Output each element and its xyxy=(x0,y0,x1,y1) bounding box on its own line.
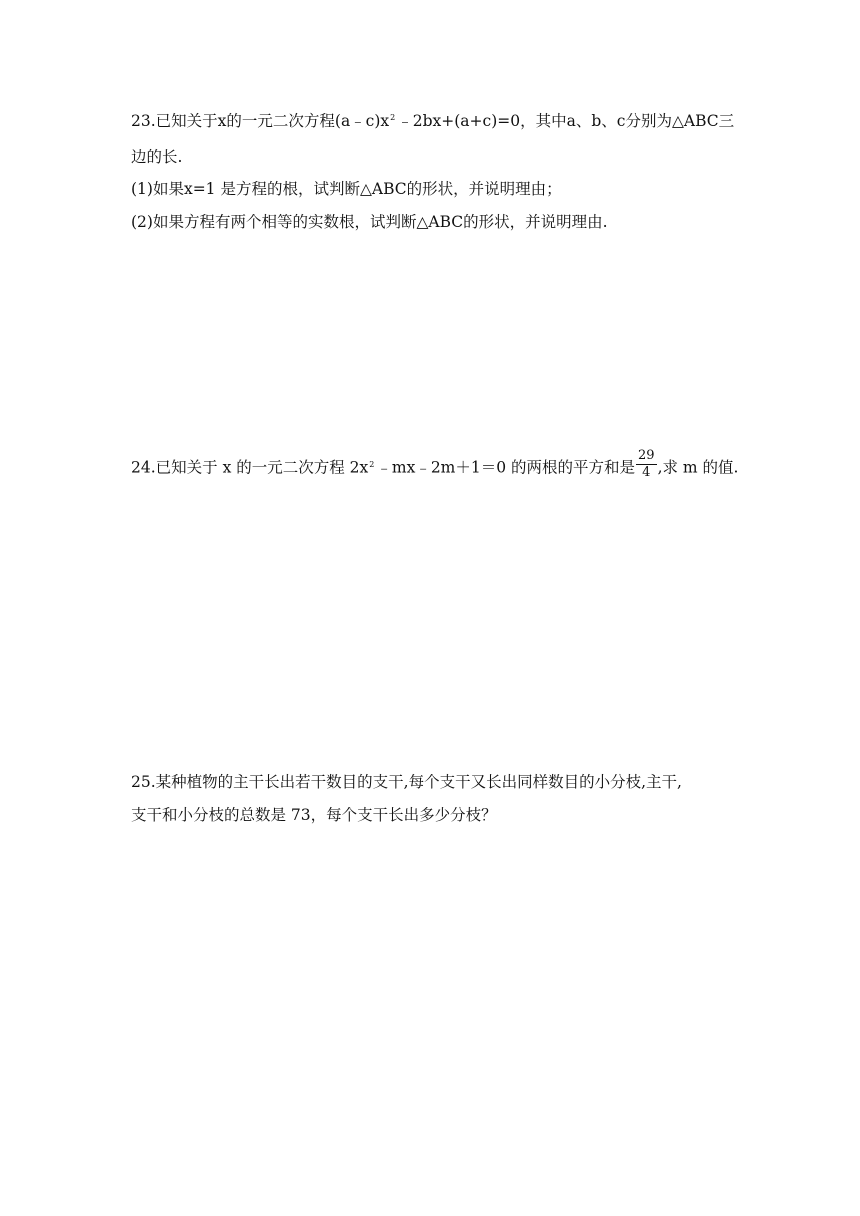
question-24-fraction xyxy=(636,448,657,481)
question-23-text-b: ﹣2bx+(a+c)=0，其中a、b、c分别为△ABC三 xyxy=(397,112,735,130)
question-23-exponent: 2 xyxy=(390,113,396,122)
question-25-line-1: 25.某种植物的主干长出若干数目的支干,每个支干又长出同样数目的小分枝,主干, xyxy=(131,773,682,791)
question-24-text-c: ,求 m 的值. xyxy=(657,458,739,477)
question-24-text-b: ﹣mx﹣2m＋1＝0 的两根的平方和是 xyxy=(376,458,636,477)
fraction-numerator: 29 xyxy=(638,448,655,463)
question-23-line-2: 边的长. xyxy=(131,148,183,166)
question-23-subquestion-1: (1)如果x=1 是方程的根，试判断△ABC的形状，并说明理由； xyxy=(131,180,562,198)
question-24-line-1 xyxy=(131,448,771,485)
question-23-line-1 xyxy=(131,109,771,136)
question-24-text-a: 24.已知关于 x 的一元二次方程 2x xyxy=(131,458,369,477)
question-25-line-2: 支干和小分枝的总数是 73，每个支干长出多少分枝？ xyxy=(131,806,497,824)
question-24-exponent: 2 xyxy=(369,459,375,469)
question-23-text-a: 23.已知关于x的一元二次方程(a﹣c)x xyxy=(131,112,390,130)
question-23-subquestion-2: (2)如果方程有两个相等的实数根，试判断△ABC的形状，并说明理由. xyxy=(131,213,608,231)
fraction-denominator: 4 xyxy=(642,465,651,480)
